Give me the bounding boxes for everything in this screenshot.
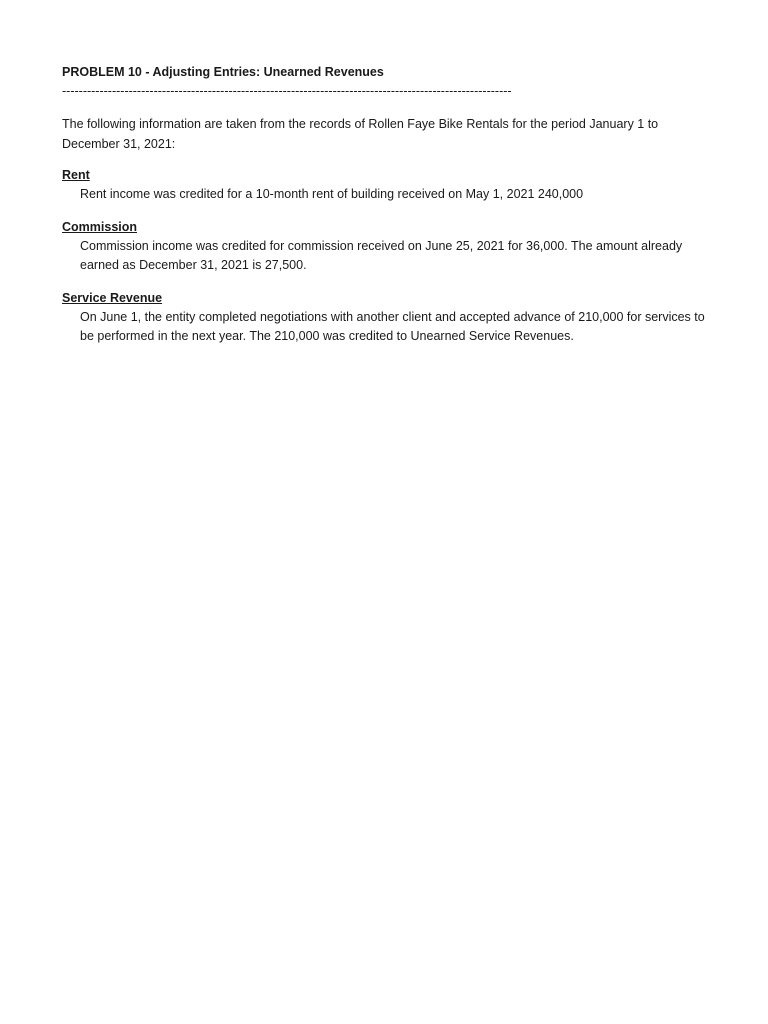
section-commission — [62, 218, 707, 276]
problem-title: PROBLEM 10 - Adjusting Entries: Unearned Revenues — [62, 65, 384, 79]
section-body-rent: Rent income was credited for a 10-month rent of building received on May 1, 2021 240,000 — [80, 187, 584, 201]
section-body-service-revenue: On June 1, the entity completed negotiations with another client and accepted advance of 210,000 for services to be performed in the next year. The 210,000 was credited to Unearned Service Revenues. — [80, 309, 705, 343]
section-heading-service-revenue: Service Revenue — [62, 290, 163, 305]
intro-paragraph: The following information are taken from the records of Rollen Faye Bike Rentals for the period January 1 to December 31, 2021: — [62, 117, 659, 151]
section-rent — [62, 166, 707, 205]
document-page — [62, 63, 707, 347]
section-heading-rent: Rent — [62, 168, 90, 182]
section-service-revenue — [62, 289, 707, 347]
section-heading-commission: Commission — [62, 219, 138, 234]
section-body-commission: Commission income was credited for commission received on June 25, 2021 for 36,000. The amount already earned as December 31, 2021 is 27,500. — [80, 238, 683, 272]
divider-rule: ------------------------------------------------------------------------------------------------------------ — [62, 84, 512, 98]
